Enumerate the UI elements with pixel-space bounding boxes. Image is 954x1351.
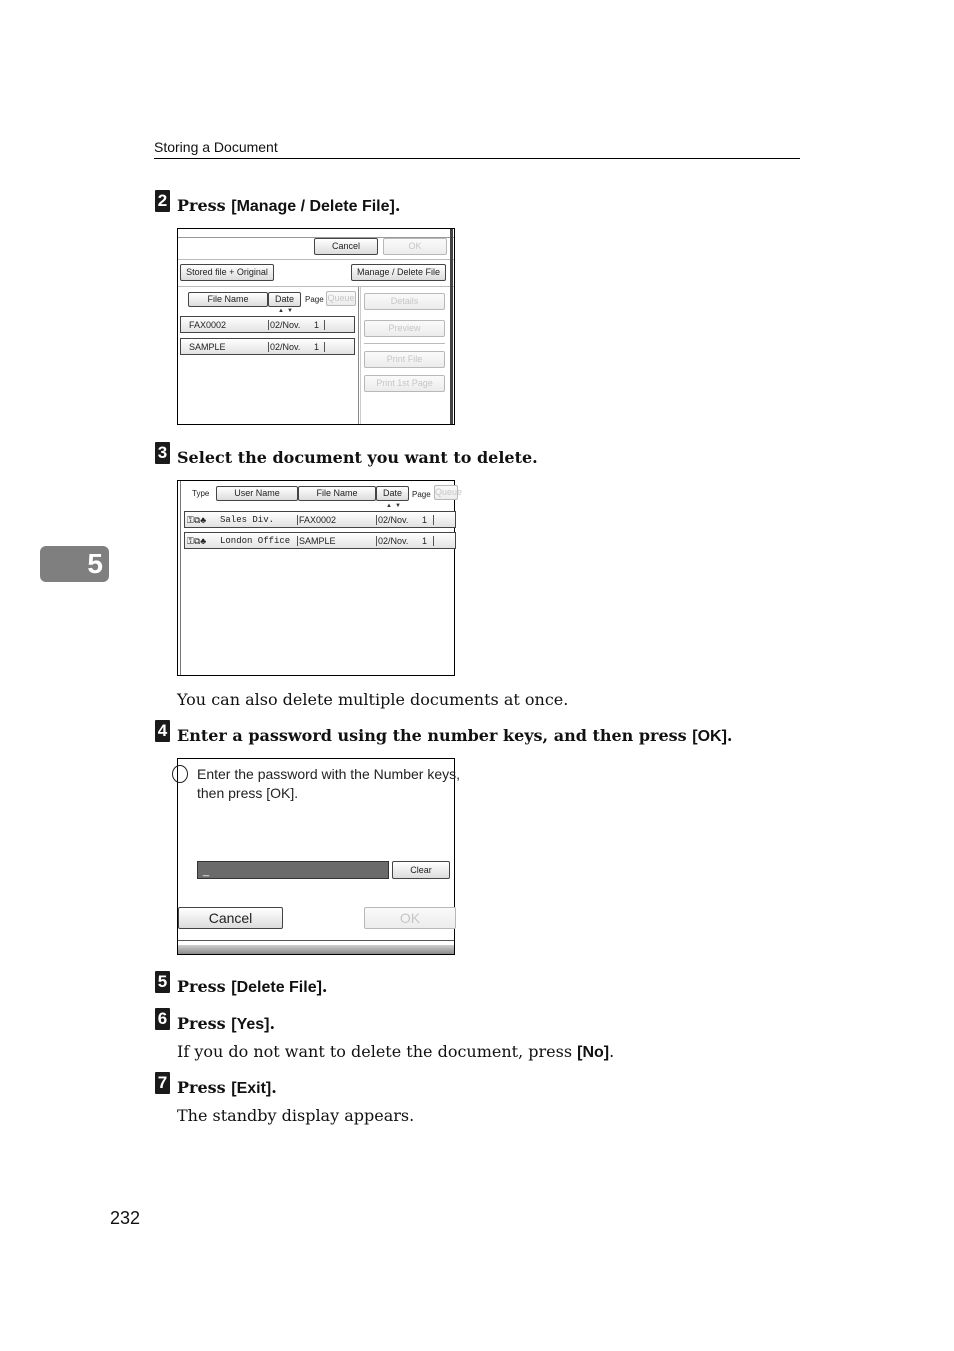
table-row[interactable]: ⚿⧉♣ London Office SAMPLE 02/Nov. 1: [184, 532, 456, 549]
step-title: Press [Exit].: [177, 1078, 277, 1097]
step-number: 5: [155, 971, 170, 993]
step-number: 7: [155, 1072, 170, 1094]
running-header: Storing a Document: [154, 139, 278, 155]
note-multiple-delete: You can also delete multiple documents at once.: [177, 690, 569, 709]
print-file-button[interactable]: Print File: [364, 351, 445, 368]
screenshot-manage-file: [177, 228, 455, 425]
print-1st-page-button[interactable]: Print 1st Page: [364, 375, 445, 392]
chapter-tab: 5: [40, 546, 109, 582]
column-page: Page: [412, 490, 431, 499]
password-message: Enter the password with the Number keys, then press [OK].: [197, 766, 461, 801]
table-row[interactable]: ⚿⧉♣ Sales Div. FAX0002 02/Nov. 1: [184, 511, 456, 528]
step-title: Select the document you want to delete.: [177, 448, 538, 467]
file-type-icon: ⚿⧉♣: [187, 536, 207, 546]
cancel-button[interactable]: Cancel: [314, 238, 378, 255]
stored-file-original-button[interactable]: Stored file + Original: [180, 264, 274, 281]
password-input[interactable]: _: [197, 861, 389, 879]
sort-down-icon[interactable]: ▼: [287, 308, 293, 314]
header-rule: [154, 158, 800, 159]
step-number: 3: [155, 442, 170, 464]
step-title: Press [Manage / Delete File].: [177, 196, 401, 215]
screenshot-password-entry: [177, 758, 461, 955]
note-standby: The standby display appears.: [177, 1106, 415, 1125]
file-type-icon: ⚿⧉♣: [187, 515, 207, 525]
cancel-button[interactable]: Cancel: [178, 907, 283, 929]
step-number: 4: [155, 720, 170, 742]
column-type: Type: [192, 489, 210, 498]
column-page: Page: [305, 295, 324, 304]
step-title: Press [Delete File].: [177, 977, 328, 996]
table-row[interactable]: SAMPLE 02/Nov. 1: [180, 338, 355, 355]
column-file-name[interactable]: File Name: [298, 486, 376, 501]
step-number: 2: [155, 190, 170, 212]
sort-up-icon[interactable]: ▲: [386, 503, 392, 509]
details-button[interactable]: Details: [364, 293, 445, 310]
sort-up-icon[interactable]: ▲: [278, 308, 284, 314]
ok-button[interactable]: OK: [383, 238, 447, 255]
table-row[interactable]: FAX0002 02/Nov. 1: [180, 316, 355, 333]
screenshot-select-document: [177, 480, 463, 676]
step-title: Enter a password using the number keys, and then press [OK].: [177, 726, 733, 745]
column-date[interactable]: Date: [268, 292, 301, 307]
column-date[interactable]: Date: [376, 486, 409, 501]
page-number: 232: [110, 1208, 141, 1228]
clear-button[interactable]: Clear: [392, 861, 450, 879]
note-no-option: If you do not want to delete the document, press [No].: [177, 1042, 615, 1061]
info-icon: [172, 765, 188, 783]
column-file-name[interactable]: File Name: [188, 292, 268, 307]
ok-button[interactable]: OK: [364, 907, 456, 929]
preview-button[interactable]: Preview: [364, 320, 445, 337]
column-queue[interactable]: Queue: [434, 485, 458, 500]
step-number: 6: [155, 1008, 170, 1030]
column-queue[interactable]: Queue: [326, 291, 356, 306]
column-user-name[interactable]: User Name: [216, 486, 298, 501]
manage-delete-file-button[interactable]: Manage / Delete File: [351, 264, 446, 281]
step-title: Press [Yes].: [177, 1014, 276, 1033]
sort-down-icon[interactable]: ▼: [395, 503, 401, 509]
